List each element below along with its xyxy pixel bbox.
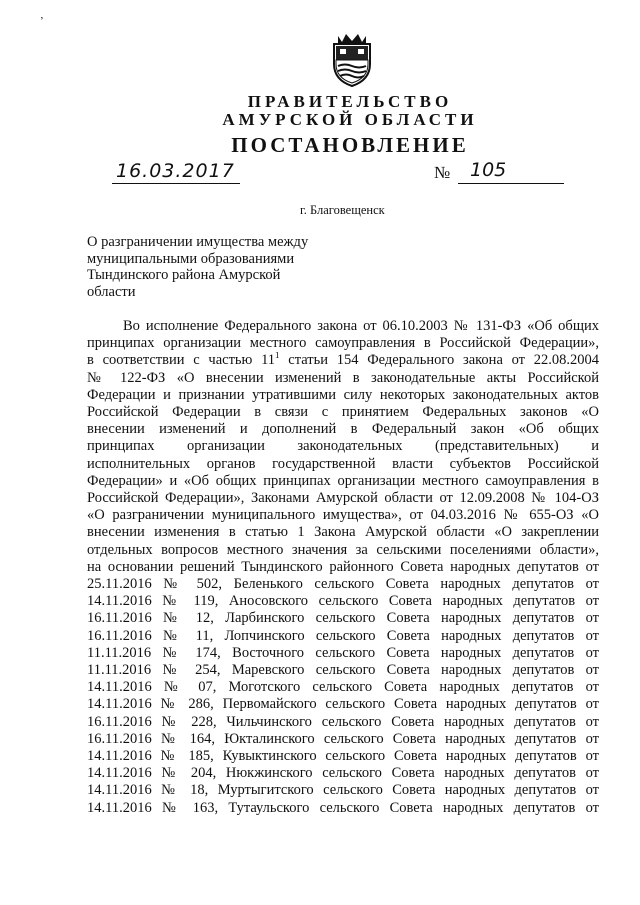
body-line: 14.11.2016 № 119, Аносовского сельского Совета народных депутатов от	[87, 593, 599, 610]
body-line: 14.11.2016 № 07, Моготского сельского Совета народных депутатов от	[87, 679, 599, 696]
body-line: исполнительных органов государственной власти субъектов Российской	[87, 455, 599, 472]
body-line-with-superscript	[87, 352, 599, 369]
body-line: 16.11.2016 № 11, Лопчинского сельского Совета народных депутатов от	[87, 627, 599, 644]
subject-line: муниципальными образованиями	[87, 250, 295, 267]
body-line: 14.11.2016 № 163, Тутаульского сельского Совета народных депутатов от	[87, 799, 599, 816]
body-line: 16.11.2016 № 12, Ларбинского сельского Совета народных депутатов от	[87, 610, 599, 627]
subject-line: области	[87, 283, 136, 300]
body-line: Российской Федерации в связи с принятием Федеральных законов «О	[87, 404, 599, 421]
body-line: отдельных вопросов местного значения за сельскими поселениями области»,	[87, 541, 599, 558]
body-line: Федерации и признании утратившими силу некоторых законодательных актов	[87, 386, 599, 403]
document-body	[87, 318, 599, 817]
number-sign: №	[434, 163, 451, 182]
body-line: 14.11.2016 № 18, Муртыгитского сельского Совета народных депутатов от	[87, 782, 599, 799]
handwritten-number: 105	[470, 159, 507, 181]
body-line: Российской Федерации», Законами Амурской области от 12.09.2008 № 104-ОЗ	[87, 490, 599, 507]
body-line: внесении изменения в статью 1 Закона Амурской области «О закреплении	[87, 524, 599, 541]
document-subject	[87, 234, 347, 300]
body-line: 14.11.2016 № 204, Нюкжинского сельского Совета народных депутатов от	[87, 765, 599, 782]
body-text: в соответствии с частью 11	[87, 352, 276, 369]
body-line: 25.11.2016 № 502, Беленького сельского Совета народных депутатов от	[87, 576, 599, 593]
body-line: принципах организации законодательных (представительных) и	[87, 438, 599, 455]
body-line: «О разграничении муниципального имущества», от 04.03.2016 № 655-ОЗ «О	[87, 507, 599, 524]
handwritten-date: 16.03.2017	[116, 160, 235, 182]
region-title: АМУРСКОЙ ОБЛАСТИ	[222, 110, 478, 129]
document-type-title: ПОСТАНОВЛЕНИЕ	[231, 133, 469, 157]
superscript: 1	[275, 352, 280, 361]
body-text: статьи 154 Федерального закона от 22.08.2004	[279, 352, 599, 369]
government-title: ПРАВИТЕЛЬСТВО	[247, 92, 453, 111]
coat-of-arms-icon	[328, 30, 376, 88]
body-line: принципах организации местного самоуправления в Российской Федерации»,	[87, 335, 599, 352]
city-label: г. Благовещенск	[300, 203, 385, 217]
body-line: 14.11.2016 № 286, Первомайского сельского Совета народных депутатов от	[87, 696, 599, 713]
body-line: 16.11.2016 № 228, Чильчинского сельского Совета народных депутатов от	[87, 713, 599, 730]
body-line: Во исполнение Федерального закона от 06.10.2003 № 131-ФЗ «Об общих	[123, 318, 599, 334]
subject-line: Тындинского района Амурской	[87, 267, 281, 283]
body-line: 14.11.2016 № 185, Кувыктинского сельского Совета народных депутатов от	[87, 748, 599, 765]
subject-line: О разграничении имущества между	[87, 234, 309, 250]
body-line: внесении изменений и дополнений в Федеральный закон «Об общих	[87, 421, 599, 438]
scan-mark: ’	[40, 15, 44, 27]
body-line: на основании решений Тындинского районного Совета народных депутатов от	[87, 558, 599, 575]
body-line: 16.11.2016 № 164, Юкталинского сельского Совета народных депутатов от	[87, 730, 599, 747]
body-line: Федерации» и «Об общих принципах организации местного самоуправления в	[87, 472, 599, 489]
body-line: № 122-ФЗ «О внесении изменений в законодательные акты Российской	[87, 369, 599, 386]
body-line: 11.11.2016 № 174, Восточного сельского Совета народных депутатов от	[87, 644, 599, 661]
body-line: 11.11.2016 № 254, Маревского сельского Совета народных депутатов от	[87, 662, 599, 679]
